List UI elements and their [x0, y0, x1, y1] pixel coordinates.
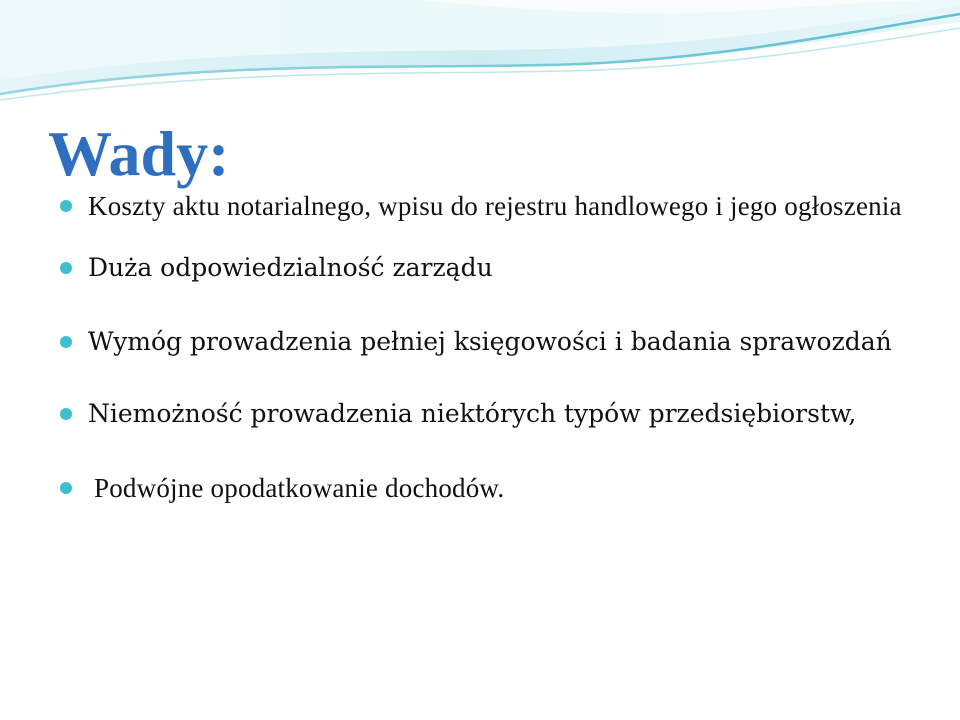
bullet-item	[60, 252, 920, 284]
bullet-text: Duża odpowiedzialność zarządu	[88, 253, 493, 282]
bullet-circle-icon	[60, 482, 72, 494]
bullet-text: Podwójne opodatkowanie dochodów.	[94, 473, 505, 503]
bullet-text: Koszty aktu notarialnego, wpisu do rejestru handlowego i jego ogłoszenia	[88, 191, 902, 221]
slide-title: Wady:	[48, 118, 230, 189]
bullet-item	[60, 326, 920, 358]
bullet-circle-icon	[60, 336, 72, 348]
bullet-list	[60, 190, 920, 504]
bullet-text: Wymóg prowadzenia pełniej księgowości i badania sprawozdań	[88, 327, 892, 356]
bullet-circle-icon	[60, 262, 72, 274]
bullet-circle-icon	[60, 408, 72, 420]
bullet-item	[60, 398, 920, 430]
decorative-wave-banner	[0, 0, 960, 110]
bullet-item	[60, 472, 920, 504]
bullet-circle-icon	[60, 200, 72, 212]
bullet-item	[60, 190, 920, 222]
bullet-text: Niemożność prowadzenia niektórych typów przedsiębiorstw,	[88, 399, 857, 428]
